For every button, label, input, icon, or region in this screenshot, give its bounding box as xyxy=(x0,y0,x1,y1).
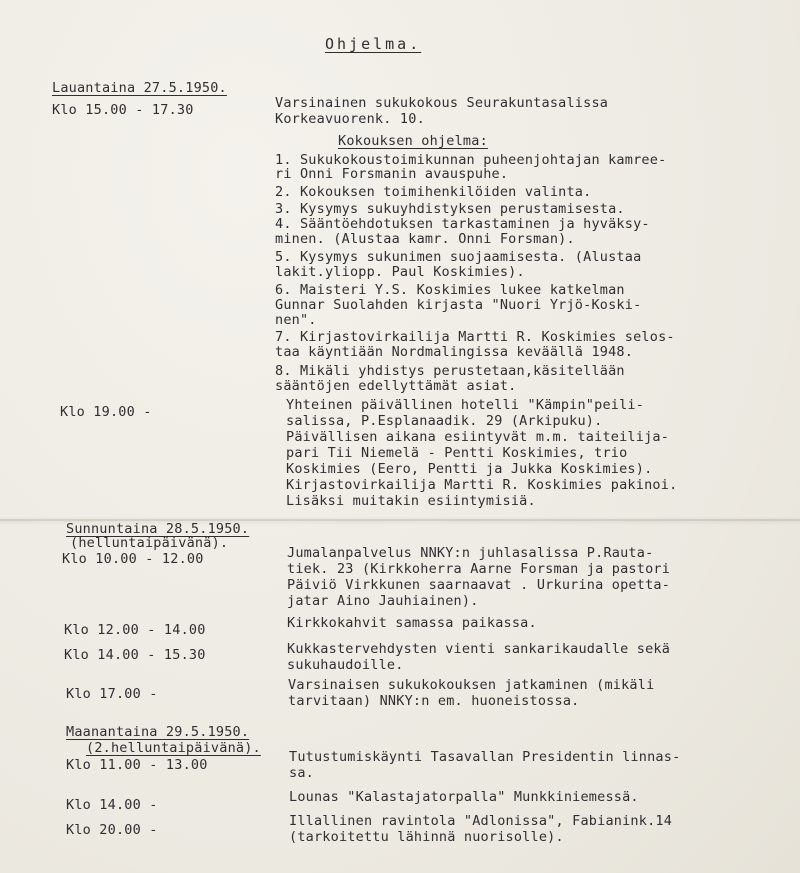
day1-desc1-line1: Varsinainen sukukokous Seurakuntasalissa xyxy=(275,95,609,111)
agenda-line: lakit.yliopp. Paul Koskimies). xyxy=(275,264,525,280)
day2-time3: Klo 14.00 - 15.30 xyxy=(64,647,206,663)
agenda-line: 8. Mikäli yhdistys perustetaan,käsitellään xyxy=(275,363,625,379)
day1-time1: Klo 15.00 - 17.30 xyxy=(52,102,194,118)
day1-desc2-line: Lisäksi muitakin esiintymisiä. xyxy=(286,493,536,509)
day3-desc1-line: Tutustumiskäynti Tasavallan Presidentin linnas- xyxy=(289,749,681,765)
agenda-line: nen". xyxy=(275,312,317,328)
day3-subtitle: (2.helluntaipäivänä). xyxy=(86,740,261,756)
day1-desc2-line: Yhteinen päivällinen hotelli "Kämpin"peili- xyxy=(286,397,645,413)
day2-time4: Klo 17.00 - xyxy=(66,686,158,702)
day2-desc4-line: tarvitaan) NNKY:n em. huoneistossa. xyxy=(288,693,580,709)
day2-desc4-line: Varsinaisen sukukokouksen jatkaminen (mikäli xyxy=(288,677,655,693)
day3-desc1-line: sa. xyxy=(289,765,314,781)
agenda-heading: Kokouksen ohjelma: xyxy=(338,133,488,149)
agenda-line: Gunnar Suolahden kirjasta "Nuori Yrjö-Koski- xyxy=(275,297,642,313)
day1-desc2-line: Kirjastovirkailija Martti R. Koskimies pakinoi. xyxy=(286,477,678,493)
agenda-line: 2. Kokouksen toimihenkilöiden valinta. xyxy=(275,184,592,200)
day3-desc3-line: Illallinen ravintola "Adlonissa", Fabianink.14 xyxy=(289,813,673,829)
day2-subtitle: (helluntaipäivänä). xyxy=(70,535,229,551)
day2-time1: Klo 10.00 - 12.00 xyxy=(62,551,204,567)
day3-desc3-line: (tarkoitettu lähinnä nuorisolle). xyxy=(289,829,564,845)
day1-time2: Klo 19.00 - xyxy=(60,404,152,420)
day2-desc3-line: Kukkastervehdysten vienti sankarikaudalle sekä xyxy=(287,641,671,657)
agenda-line: sääntöjen edellyttämät asiat. xyxy=(275,378,517,394)
agenda-line: 4. Sääntöehdotuksen tarkastaminen ja hyväksy- xyxy=(275,216,650,232)
day3-date: Maanantaina 29.5.1950. xyxy=(66,724,250,740)
page-title: Ohjelma. xyxy=(325,35,422,53)
agenda-line: 1. Sukukokoustoimikunnan puheenjohtajan kamree- xyxy=(275,152,667,168)
agenda-line: 5. Kysymys sukunimen suojaamisesta. (Alustaa xyxy=(275,249,642,265)
agenda-line: 6. Maisteri Y.S. Koskimies lukee katkelman xyxy=(275,282,625,298)
day2-desc3-line: sukuhaudoille. xyxy=(287,657,404,673)
day2-date: Sunnuntaina 28.5.1950. xyxy=(66,521,250,537)
day1-date: Lauantaina 27.5.1950. xyxy=(52,80,227,96)
agenda-line: 7. Kirjastovirkailija Martti R. Koskimies selos- xyxy=(275,329,675,345)
day2-desc2: Kirkkokahvit samassa paikassa. xyxy=(287,615,537,631)
day1-desc2-line: Päivällisen aikana esiintyvät m.m. taiteilija- xyxy=(286,429,670,445)
day1-desc2-line: pari Tii Niemelä - Pentti Koskimies, trio xyxy=(286,445,628,461)
agenda-line: ri Onni Forsmanin avauspuhe. xyxy=(275,166,509,182)
day2-time2: Klo 12.00 - 14.00 xyxy=(64,622,206,638)
day3-desc2: Lounas "Kalastajatorpalla" Munkkiniemessä. xyxy=(289,789,639,805)
day2-desc1-line: Jumalanpalvelus NNKY:n juhlasalissa P.Rauta- xyxy=(287,545,654,561)
day2-desc1-line: tiek. 23 (Kirkkoherra Aarne Forsman ja pastori xyxy=(287,561,671,577)
day2-desc1-line: Päiviö Virkkunen saarnaavat . Urkurina opetta- xyxy=(287,577,671,593)
agenda-line: taa käyntiään Nordmalingissa keväällä 1948. xyxy=(275,344,634,360)
day1-desc2-line: salissa, P.Esplanaadik. 29 (Arkipuku). xyxy=(286,413,603,429)
day2-desc1-line: jatar Aino Jauhiainen). xyxy=(287,593,479,609)
day1-desc2-line: Koskimies (Eero, Pentti ja Jukka Koskimies). xyxy=(286,461,653,477)
day3-time1: Klo 11.00 - 13.00 xyxy=(66,757,208,773)
agenda-line: 3. Kysymys sukuyhdistyksen perustamisesta. xyxy=(275,201,625,217)
day3-time3: Klo 20.00 - xyxy=(66,822,158,838)
day3-time2: Klo 14.00 - xyxy=(66,797,158,813)
day1-desc1-line2: Korkeavuorenk. 10. xyxy=(275,111,425,127)
agenda-line: minen. (Alustaa kamr. Onni Forsman). xyxy=(275,231,575,247)
